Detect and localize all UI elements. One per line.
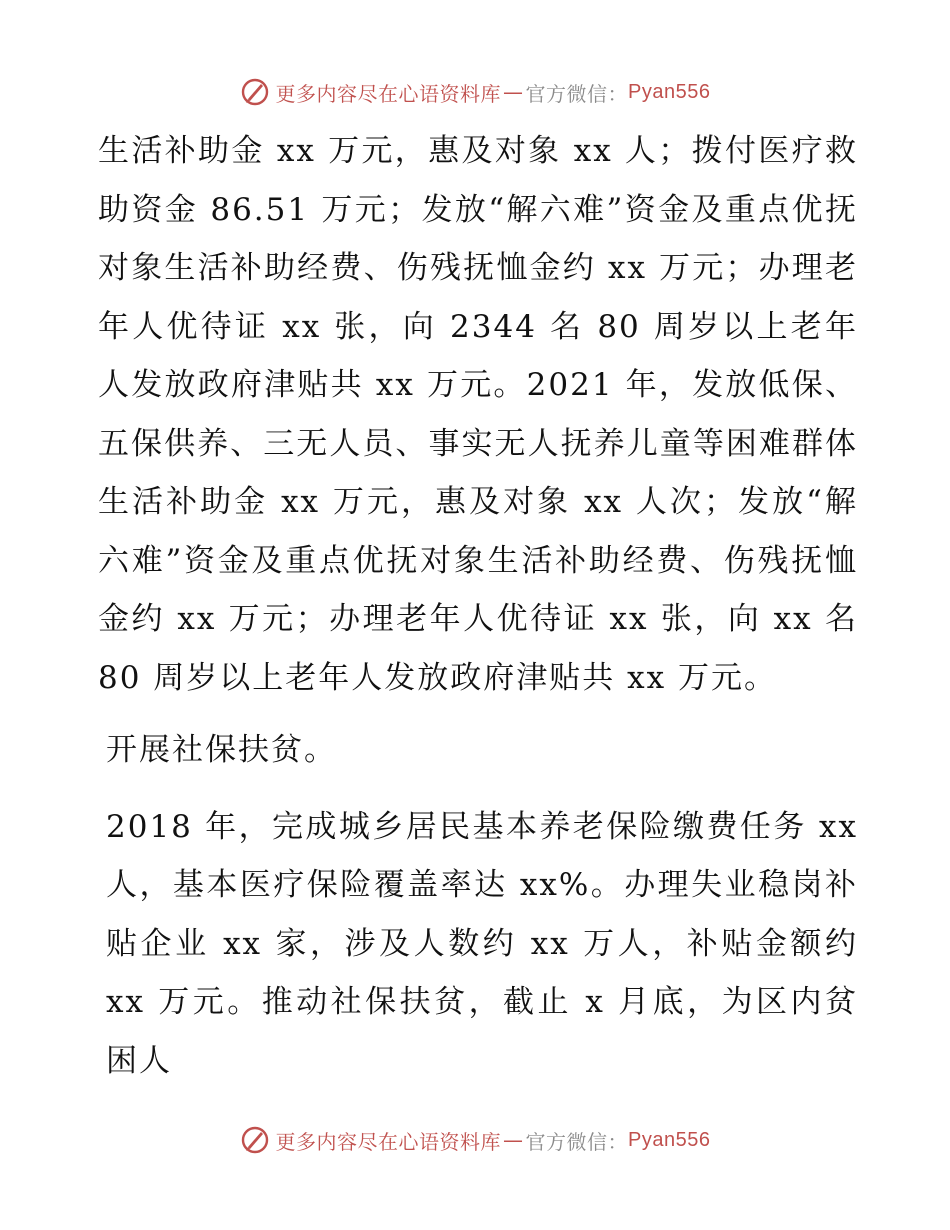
quill-pen-logo-icon [240, 1125, 270, 1155]
document-body [98, 122, 858, 1090]
header-banner [0, 72, 950, 112]
footer-banner [0, 1120, 950, 1160]
banner-separator: — [503, 1128, 524, 1152]
banner-wechat-label: 官方微信： [525, 1129, 629, 1154]
quill-pen-logo-icon [240, 77, 270, 107]
banner-wechat-id: Pyan556 [628, 80, 711, 103]
section-heading: 开展社保扶贫。 [106, 732, 337, 768]
body-paragraph-1: 生活补助金 xx 万元，惠及对象 xx 人；拨付医疗救助资金 86.51 万元；发放“解六难”资金及重点优抚对象生活补助经费、伤残抚恤金约 xx 万元；办理老年人优待证 xx 张，向 2344 名 80 周岁以上老年人发放政府津贴共 xx 万元。2021 年，发放低保、五保供养、三无人员、事实无人抚养儿童等困难群体生活补助金 xx 万元，惠及对象 xx 人次；发放“解六难”资金及重点优抚对象生活补助经费、伤残抚恤金约 xx 万元；办理老年人优待证 xx 张，向 xx 名 80 周岁以上老年人发放政府津贴共 xx 万元。 [98, 133, 858, 696]
banner-brand-text: 更多内容尽在心语资料库 [275, 81, 502, 106]
banner-separator: — [503, 80, 524, 104]
banner-brand-text: 更多内容尽在心语资料库 [275, 1129, 502, 1154]
banner-wechat-id: Pyan556 [628, 1128, 711, 1151]
banner-wechat-label: 官方微信： [525, 81, 629, 106]
body-paragraph-2: 2018 年，完成城乡居民基本养老保险缴费任务 xx 人，基本医疗保险覆盖率达 xx%。办理失业稳岗补贴企业 xx 家，涉及人数约 xx 万人，补贴金额约 xx 万元。推动社保扶贫，截止 x 月底，为区内贫困人 [106, 808, 858, 1079]
